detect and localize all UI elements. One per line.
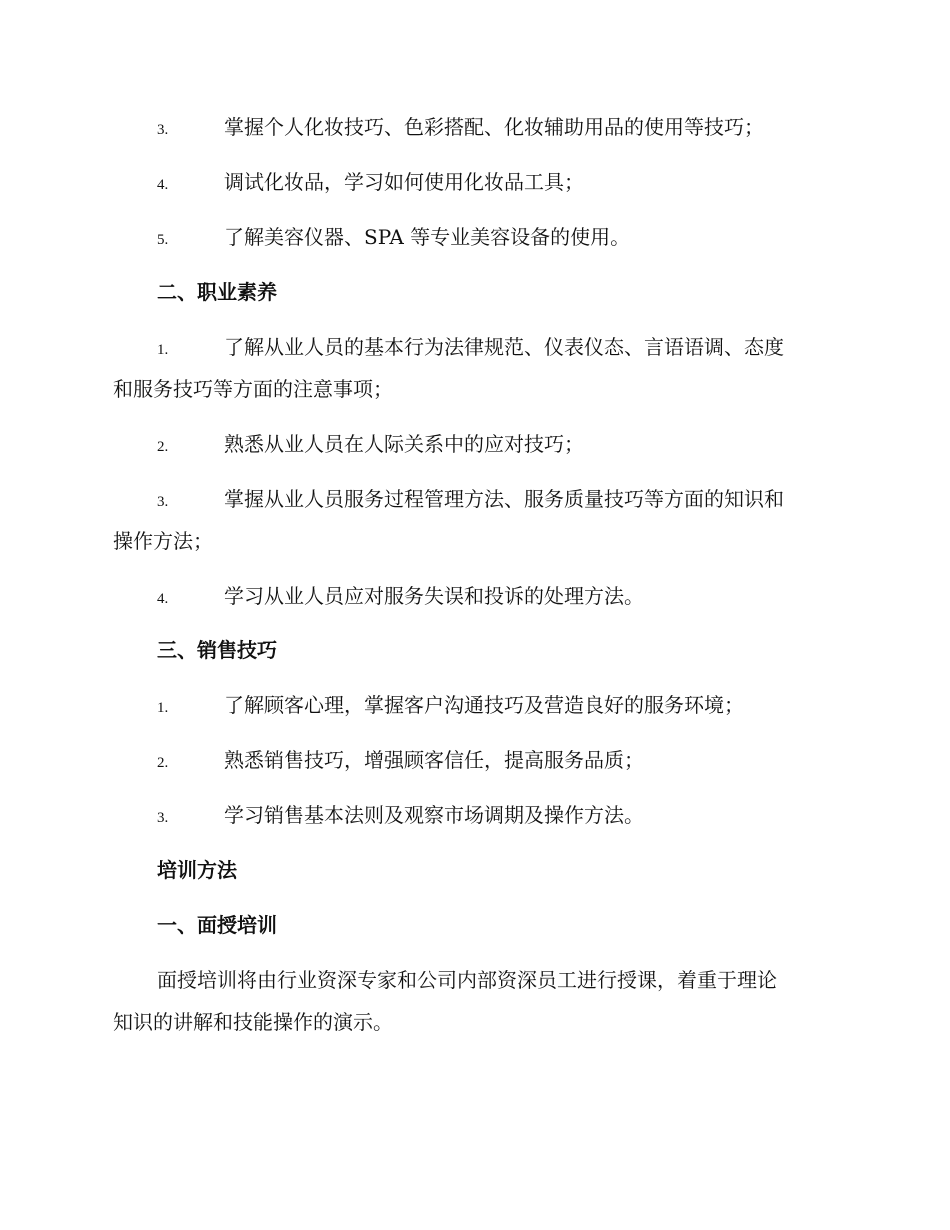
section-heading: 三、销售技巧	[157, 638, 277, 662]
list-text: 学习从业人员应对服务失误和投诉的处理方法。	[224, 584, 644, 608]
list-text-continuation: 和服务技巧等方面的注意事项；	[113, 377, 393, 401]
paragraph-text: 知识的讲解和技能操作的演示。	[113, 1010, 393, 1034]
list-number: 4.	[157, 177, 169, 193]
list-number: 4.	[157, 591, 169, 607]
list-number: 1.	[157, 700, 169, 716]
list-text: 了解从业人员的基本行为法律规范、仪表仪态、言语语调、态度	[224, 335, 784, 359]
list-text: 学习销售基本法则及观察市场调期及操作方法。	[224, 803, 644, 827]
section-heading: 培训方法	[157, 858, 237, 882]
list-text-continuation: 操作方法；	[113, 529, 213, 553]
list-text: 掌握从业人员服务过程管理方法、服务质量技巧等方面的知识和	[224, 487, 784, 511]
list-number: 3.	[157, 122, 169, 138]
paragraph-line: 面授培训将由行业资深专家和公司内部资深员工进行授课，着重于理论	[157, 968, 777, 992]
list-text: 调试化妆品，学习如何使用化妆品工具；	[224, 170, 584, 194]
list-number: 2.	[157, 439, 169, 455]
list-number: 3.	[157, 494, 169, 510]
list-number: 5.	[157, 232, 169, 248]
list-number: 2.	[157, 755, 169, 771]
list-text: 熟悉销售技巧，增强顾客信任，提高服务品质；	[224, 748, 644, 772]
list-text: 熟悉从业人员在人际关系中的应对技巧；	[224, 432, 584, 456]
list-text: 了解顾客心理，掌握客户沟通技巧及营造良好的服务环境；	[224, 693, 744, 717]
section-heading: 二、职业素养	[157, 280, 277, 304]
list-text: 掌握个人化妆技巧、色彩搭配、化妆辅助用品的使用等技巧；	[224, 115, 764, 139]
sub-heading: 一、面授培训	[157, 913, 277, 937]
list-number: 3.	[157, 810, 169, 826]
list-text: 了解美容仪器、SPA 等专业美容设备的使用。	[224, 225, 631, 249]
list-number: 1.	[157, 342, 169, 358]
